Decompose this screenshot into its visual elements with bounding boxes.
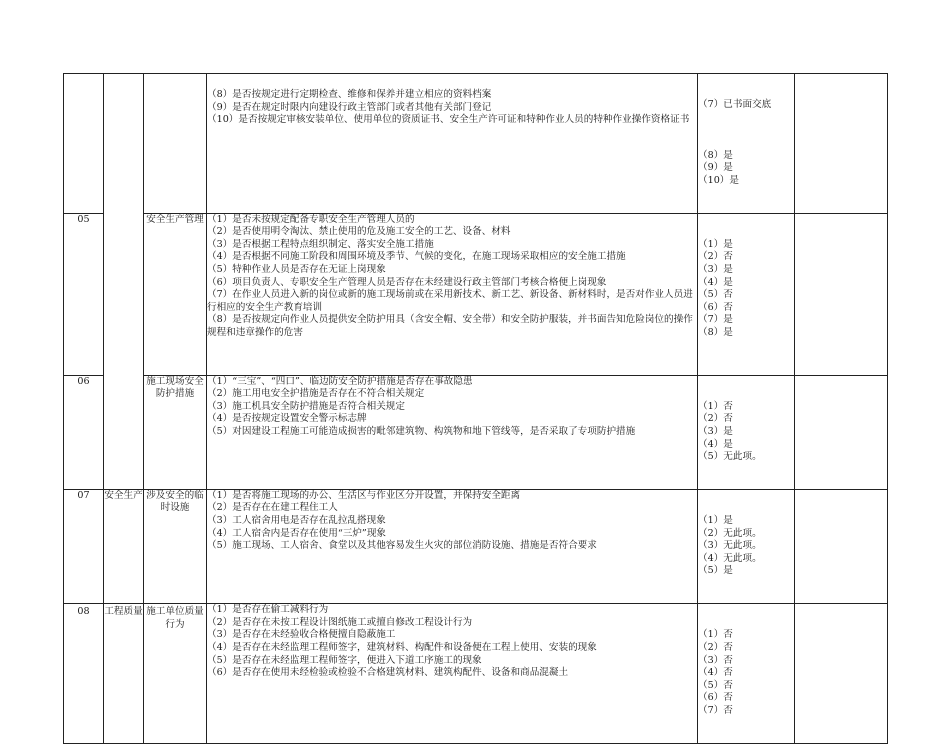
check-item: （9）是否在规定时限内向建设行政主管部门或者其他有关部门登记 [207,101,492,113]
subcategory-cell: 施工现场安全防护措施 [144,375,207,489]
category-cell-blank [104,74,144,490]
subcategory-cell [144,74,207,214]
check-results [698,213,795,375]
check-item: （3）工人宿舍用电是否存在乱拉乱搭现象 [207,515,386,527]
check-results [698,375,795,489]
check-item: （1）是否将施工现场的办公、生活区与作业区分开设置，并保持安全距离 [207,489,521,501]
result-item: （2）否 [698,413,733,425]
remarks-cell [795,489,888,603]
result-item: （10）是 [698,174,739,186]
row-number [64,74,104,214]
result-item: （5）否 [698,679,733,691]
check-items [207,604,698,744]
check-item: （5）是否存在未经监理工程师签字，便进入下道工序施工的现象 [207,654,482,666]
remarks-cell [795,213,888,375]
check-item: （3）是否存在未经验收合格便擅自隐蔽施工 [207,629,396,641]
table-row [64,74,888,214]
result-item: （2）否 [698,642,733,653]
check-item: （6）是否存在使用未经检验或检验不合格建筑材料、建筑构配件、设备和商品混凝土 [207,667,569,679]
result-item: （5）否 [698,289,733,301]
subcategory-cell: 涉及安全的临时设施 [144,489,207,603]
table-row [64,213,888,375]
result-item: （7）已书面交底 [698,99,772,111]
check-results [698,74,795,214]
check-item: （8）是否按规定向作业人员提供安全防护用具（含安全帽、安全带）和安全防护服装，并书面告知危险岗位的操作规程和违章操作的危害 [207,314,693,338]
check-item: （2）是否使用明令淘汰、禁止使用的危及施工安全的工艺、设备、材料 [207,226,511,238]
row-number: 07 [64,489,104,603]
check-item: （1）是否存在偷工减料行为 [207,604,329,616]
check-item: （4）工人宿舍内是否存在使用“三炉”现象 [207,527,387,539]
row-number: 05 [64,213,104,375]
check-items [207,213,698,375]
check-item: （8）是否按规定进行定期检查、维修和保养并建立相应的资料档案 [207,89,492,100]
row-number: 06 [64,375,104,489]
check-results [698,489,795,603]
check-item: （5）对因建设工程施工可能造成损害的毗邻建筑物、构筑物和地下管线等，是否采取了专项防护措施 [207,425,636,437]
remarks-cell [795,375,888,489]
check-results [698,604,795,744]
category-cell: 工程质量 [104,604,144,744]
result-item: （1）否 [698,400,733,412]
result-item: （3）是 [698,425,733,437]
result-item: （6）否 [698,692,733,704]
check-item: （5）特种作业人员是否存在无证上岗现象 [207,263,386,275]
result-item: （4）是 [698,276,733,288]
table-row [64,375,888,489]
result-item: （7）是 [698,314,733,326]
check-items [207,489,698,603]
result-item: （4）是 [698,438,733,450]
result-item: （9）是 [698,162,733,174]
check-item: （7）在作业人员进入新的岗位或新的施工现场前或在采用新技术、新工艺、新设备、新材料时，是否对作业人员进行相应的安全生产教育培训 [207,289,693,313]
check-item: （4）是否存在未经监理工程师签字，建筑材料、构配件和设备便在工程上使用、安装的现象 [207,642,597,653]
result-item: （5）是 [698,565,733,577]
result-item: （4）无此项。 [698,552,762,564]
check-item: （4）是否按规定设置安全警示标志牌 [207,413,367,425]
category-cell: 安全生产 [104,489,144,603]
result-item: （2）否 [698,251,733,263]
result-item: （3）是 [698,263,733,275]
check-item: （2）是否存在未按工程设计图纸施工或擅自修改工程设计行为 [207,616,473,628]
check-item: （3）是否根据工程特点组织制定、落实安全施工措施 [207,238,434,250]
check-item: （1）是否未按规定配备专职安全生产管理人员的 [207,213,415,225]
table-row [64,489,888,603]
check-item: （10）是否按规定审核安装单位、使用单位的资质证书、安全生产许可证和特种作业人员的特种作业操作资格证书 [207,114,690,126]
result-item: （3）无此项。 [698,540,762,552]
result-item: （8）是 [698,326,733,338]
result-item: （4）否 [698,667,733,679]
inspection-table [63,73,888,744]
result-item: （6）否 [698,301,733,313]
result-item: （7）否 [698,704,733,716]
check-item: （6）项目负责人、专职安全生产管理人员是否存在未经建设行政主管部门考核合格便上岗现象 [207,276,607,288]
check-items [207,74,698,214]
result-item: （5）无此项。 [698,451,762,463]
result-item: （2）无此项。 [698,527,762,539]
subcategory-cell: 安全生产管理 [144,213,207,375]
result-item: （1）是 [698,515,733,527]
remarks-cell [795,604,888,744]
result-item: （3）否 [698,654,733,666]
check-items [207,375,698,489]
result-item: （8）是 [698,149,733,161]
remarks-cell [795,74,888,214]
result-item: （1）是 [698,238,733,250]
table-row [64,604,888,744]
subcategory-cell: 施工单位质量行为 [144,604,207,744]
check-item: （5）施工现场、工人宿舍、食堂以及其他容易发生火灾的部位消防设施、措施是否符合要求 [207,540,597,552]
row-number: 08 [64,604,104,744]
check-item: （2）施工用电安全护措施是否存在不符合相关规定 [207,388,425,400]
result-item: （1）否 [698,629,733,641]
check-item: （2）是否存在在建工程住工人 [207,502,338,514]
check-item: （4）是否根据不同施工阶段和周围环境及季节、气候的变化，在施工现场采取相应的安全施工措施 [207,251,626,263]
check-item: （1）“三宝”、“四口”、临边防安全防护措施是否存在事故隐患 [207,375,473,387]
check-item: （3）施工机具安全防护措施是否符合相关规定 [207,400,405,412]
